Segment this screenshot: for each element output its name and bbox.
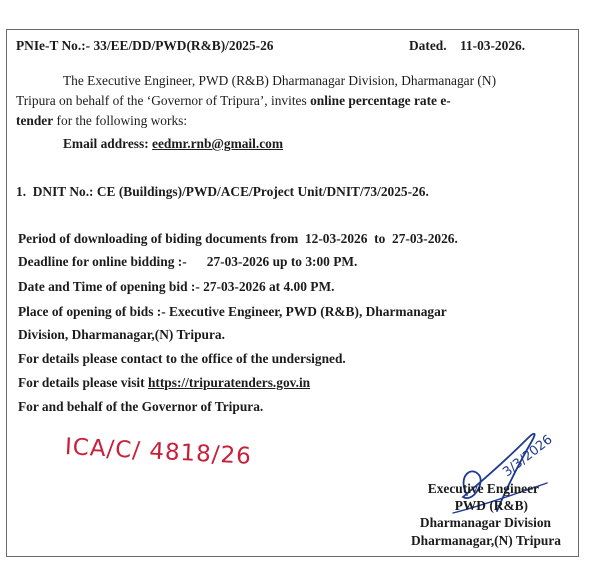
deadline-value: 27-03-2026 up to 3:00 PM. — [206, 254, 358, 269]
period-to-word: to — [374, 231, 386, 246]
deadline-label: Deadline for online bidding :- — [18, 254, 187, 269]
signatory-division: Dharmanagar Division — [419, 515, 551, 530]
email-line — [63, 136, 283, 152]
handwritten-reference: ICA/C/ 4818/26 — [64, 434, 253, 470]
signatory-location: Dharmanagar,(N) Tripura — [410, 533, 561, 548]
email-label: Email address: — [63, 136, 153, 151]
signature-date: 3/3/2026 — [500, 432, 556, 481]
period-to: 27-03-2026. — [392, 231, 458, 246]
opening-place-line-1: Place of opening of bids :- Executive Engineer, PWD (R&B), Dharmanagar — [18, 304, 447, 319]
work-item — [16, 184, 429, 200]
email-link[interactable]: eedmr.rnb@gmail.com — [152, 136, 284, 151]
dated-label: Dated. — [409, 38, 447, 53]
contact-note: For details please contact to the office of the undersigned. — [18, 351, 346, 366]
behalf-line: For and behalf of the Governor of Tripura. — [18, 399, 264, 414]
date-line — [409, 38, 525, 54]
opening-place-line-2: Division, Dharmanagar,(N) Tripura. — [18, 327, 225, 342]
tender-portal-link[interactable]: https://tripuratenders.gov.in — [147, 375, 311, 390]
tender-type: online percentage rate e- — [310, 93, 451, 108]
opening-label: Date and Time of opening bid :- — [18, 279, 200, 294]
intro-line-1: The Executive Engineer, PWD (R&B) Dharmanagar Division, Dharmanagar (N) — [63, 73, 497, 88]
period-from: 12-03-2026 — [304, 231, 368, 246]
signatory-department: PWD (R&B) — [454, 498, 528, 513]
item-number: 1. — [16, 184, 27, 199]
tender-word: tender — [16, 113, 54, 128]
intro-line-3-text: for the following works: — [53, 113, 188, 128]
bidding-deadline — [18, 254, 357, 270]
intro-line-2 — [16, 93, 451, 109]
ref-number: PNIe-T No.:- 33/EE/DD/PWD(R&B)/2025-26 — [16, 38, 274, 53]
visit-label: For details please visit — [18, 375, 148, 390]
visit-line — [18, 375, 310, 391]
dnit-number: CE (Buildings)/PWD/ACE/Project Unit/DNIT/73/2025-26. — [96, 184, 429, 199]
period-label: Period of downloading of biding documents from — [18, 231, 299, 246]
bid-opening — [18, 279, 334, 295]
notice-frame — [6, 29, 579, 557]
intro-line-2-text: Tripura on behalf of the ‘Governor of Tripura’, invites — [16, 93, 311, 108]
signatory-designation: Executive Engineer — [427, 481, 539, 496]
download-period — [18, 231, 458, 247]
intro-line-3 — [16, 113, 187, 129]
dnit-label: DNIT No.: — [32, 184, 94, 199]
notice-date: 11-03-2026. — [459, 38, 526, 53]
opening-value: 27-03-2026 at 4.00 PM. — [203, 279, 335, 294]
